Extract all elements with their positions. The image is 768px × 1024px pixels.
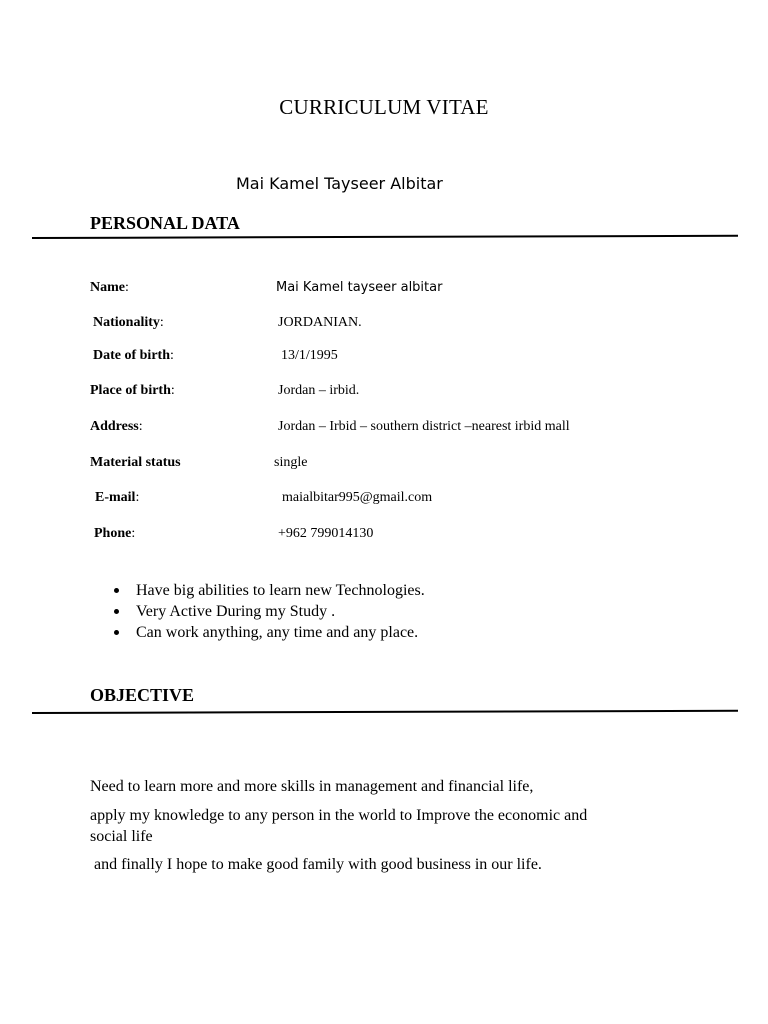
field-value-nationality: JORDANIAN. (278, 315, 362, 330)
field-value-material-status: single (274, 455, 308, 470)
field-label-place-of-birth: Place of birth: (90, 383, 175, 398)
bullet-icon (114, 630, 119, 635)
objective-line: apply my knowledge to any person in the world to Improve the economic and (90, 807, 588, 824)
field-value-address: Jordan – Irbid – southern district –nearest irbid mall (278, 419, 570, 434)
field-value-name: Mai Kamel tayseer albitar (276, 280, 443, 295)
section-divider (32, 235, 738, 239)
list-item: Very Active During my Study . (112, 601, 425, 622)
field-label-address: Address: (90, 419, 143, 434)
objective-line: social life (90, 828, 153, 845)
objective-line: Need to learn more and more skills in management and financial life, (90, 778, 534, 795)
bullet-icon (114, 588, 119, 593)
field-value-email[interactable]: maialbitar995@gmail.com (282, 490, 433, 505)
list-item: Can work anything, any time and any place. (112, 622, 425, 643)
field-value-date-of-birth: 13/1/1995 (281, 348, 338, 363)
field-label-phone: Phone: (94, 526, 136, 541)
personal-data-heading: PERSONAL DATA (90, 213, 240, 233)
field-label-material-status: Material status (90, 455, 181, 470)
field-label-nationality: Nationality: (93, 315, 164, 330)
objective-line: and finally I hope to make good family with good business in our life. (90, 856, 542, 873)
field-label-email: E-mail: (95, 490, 140, 505)
field-label-name: Name: (90, 280, 129, 295)
candidate-name: Mai Kamel Tayseer Albitar (236, 174, 443, 193)
abilities-list (112, 580, 425, 643)
bullet-icon (114, 609, 119, 614)
section-divider (32, 710, 738, 714)
field-value-phone: +962 799014130 (278, 526, 374, 541)
field-label-date-of-birth: Date of birth: (93, 348, 174, 363)
document-title: CURRICULUM VITAE (279, 95, 489, 119)
list-item: Have big abilities to learn new Technologies. (112, 580, 425, 601)
objective-heading: OBJECTIVE (90, 685, 195, 705)
field-value-place-of-birth: Jordan – irbid. (278, 383, 360, 398)
